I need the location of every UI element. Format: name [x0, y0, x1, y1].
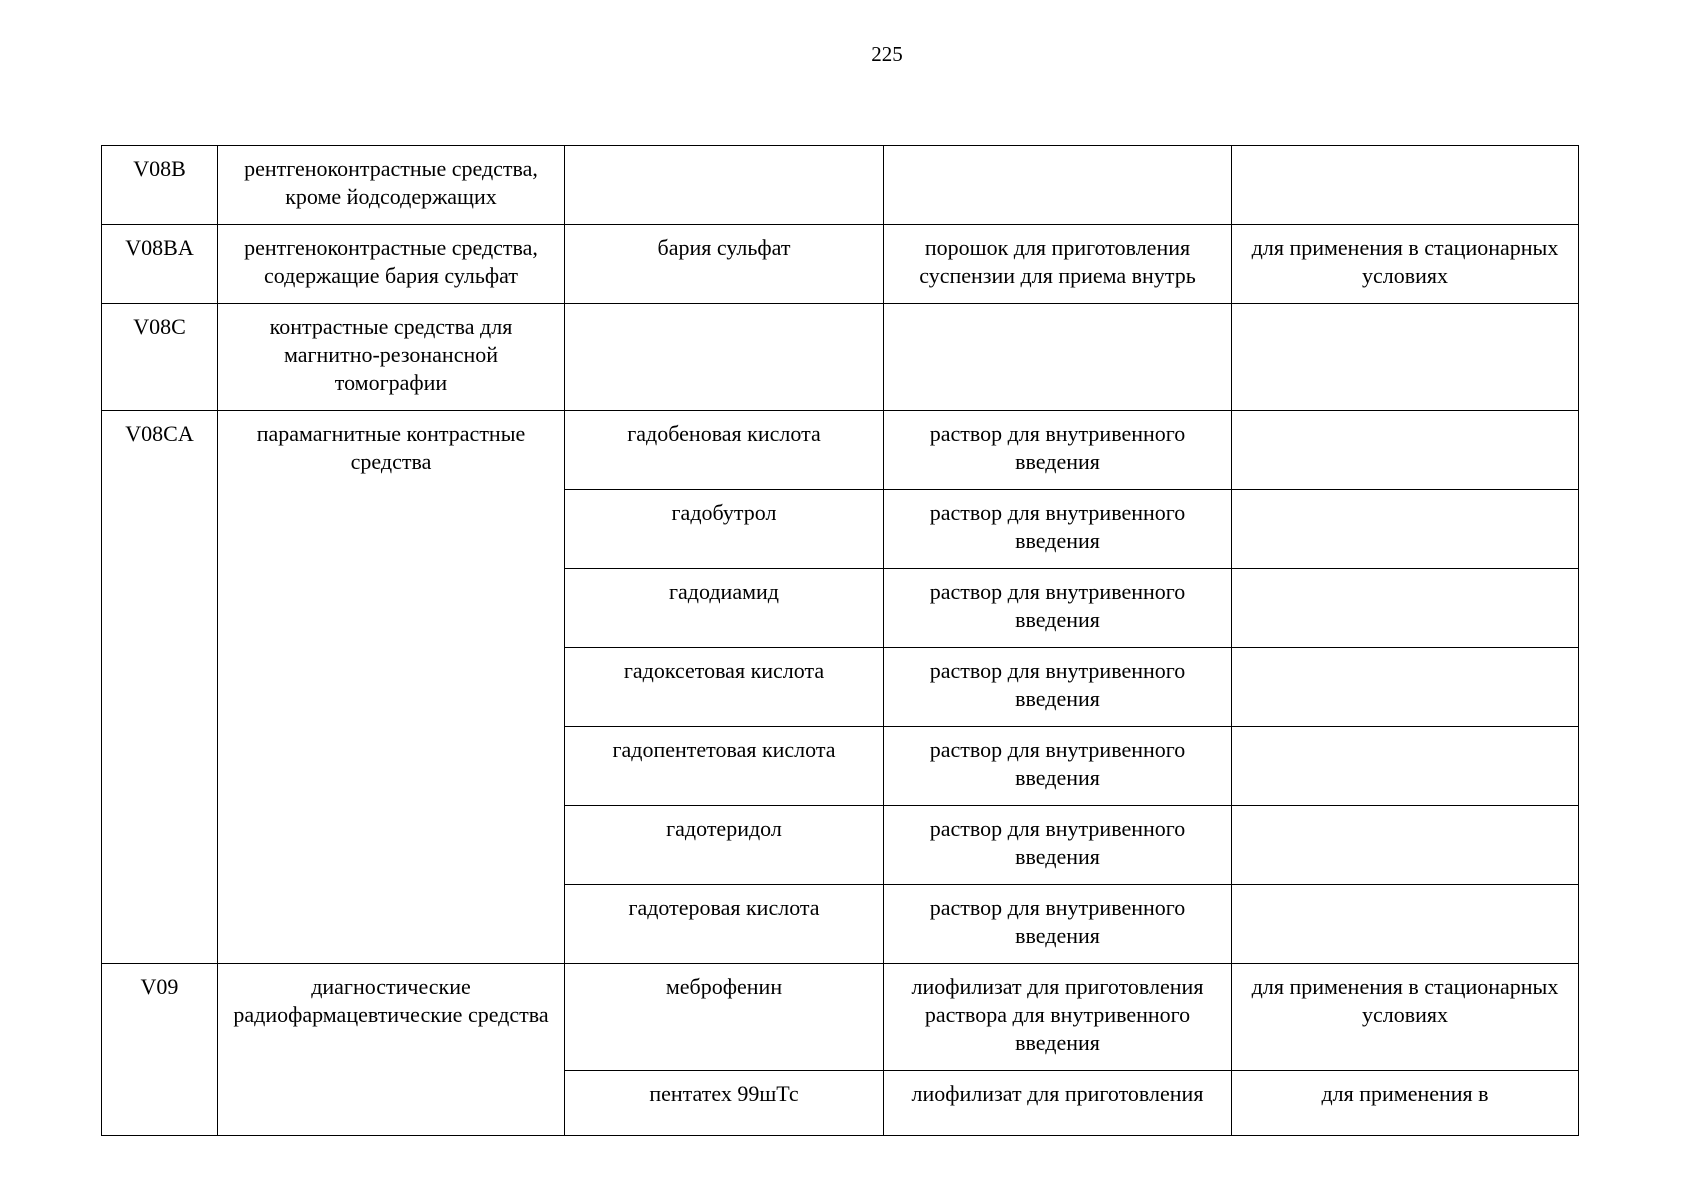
atc-code-cell: V08CA: [102, 411, 218, 964]
table-row: [102, 225, 1579, 304]
atc-code-cell: V08BA: [102, 225, 218, 304]
table-row: [102, 964, 1579, 1071]
group-name-cell: контрастные средства для магнитно-резонансной томографии: [218, 304, 565, 411]
dosage-form-cell: раствор для внутривенного введения: [884, 569, 1232, 648]
substance-cell: [565, 304, 884, 411]
dosage-form-cell: раствор для внутривенного введения: [884, 648, 1232, 727]
substance-cell: бария сульфат: [565, 225, 884, 304]
dosage-form-cell: лиофилизат для приготовления раствора для внутривенного введения: [884, 964, 1232, 1071]
note-cell: для применения в: [1232, 1071, 1579, 1136]
note-cell: [1232, 727, 1579, 806]
dosage-form-cell: [884, 304, 1232, 411]
dosage-form-cell: раствор для внутривенного введения: [884, 411, 1232, 490]
atc-code-cell: V08C: [102, 304, 218, 411]
atc-code-cell: V09: [102, 964, 218, 1136]
table-row: [102, 411, 1579, 490]
table-row: [102, 304, 1579, 411]
note-cell: для применения в стационарных условиях: [1232, 964, 1579, 1071]
group-name-cell: рентгеноконтрастные средства, содержащие бария сульфат: [218, 225, 565, 304]
dosage-form-cell: [884, 146, 1232, 225]
note-cell: [1232, 648, 1579, 727]
substance-cell: [565, 146, 884, 225]
note-cell: [1232, 304, 1579, 411]
dosage-form-cell: лиофилизат для приготовления: [884, 1071, 1232, 1136]
substance-cell: меброфенин: [565, 964, 884, 1071]
drug-table: [101, 145, 1579, 1136]
atc-code-cell: V08B: [102, 146, 218, 225]
dosage-form-cell: раствор для внутривенного введения: [884, 885, 1232, 964]
substance-cell: гадотеровая кислота: [565, 885, 884, 964]
note-cell: [1232, 885, 1579, 964]
substance-cell: гадопентетовая кислота: [565, 727, 884, 806]
note-cell: [1232, 146, 1579, 225]
note-cell: для применения в стационарных условиях: [1232, 225, 1579, 304]
group-name-cell: рентгеноконтрастные средства, кроме йодсодержащих: [218, 146, 565, 225]
substance-cell: гадобеновая кислота: [565, 411, 884, 490]
dosage-form-cell: раствор для внутривенного введения: [884, 806, 1232, 885]
page-number: 225: [871, 42, 903, 66]
substance-cell: гадотеридол: [565, 806, 884, 885]
dosage-form-cell: порошок для приготовления суспензии для приема внутрь: [884, 225, 1232, 304]
dosage-form-cell: раствор для внутривенного введения: [884, 490, 1232, 569]
substance-cell: гадобутрол: [565, 490, 884, 569]
drug-table-body: [102, 146, 1579, 1136]
dosage-form-cell: раствор для внутривенного введения: [884, 727, 1232, 806]
group-name-cell: парамагнитные контрастные средства: [218, 411, 565, 964]
note-cell: [1232, 569, 1579, 648]
note-cell: [1232, 411, 1579, 490]
substance-cell: гадоксетовая кислота: [565, 648, 884, 727]
table-row: [102, 146, 1579, 225]
group-name-cell: диагностические радиофармацевтические средства: [218, 964, 565, 1136]
note-cell: [1232, 490, 1579, 569]
substance-cell: гадодиамид: [565, 569, 884, 648]
note-cell: [1232, 806, 1579, 885]
substance-cell: пентатех 99шТс: [565, 1071, 884, 1136]
